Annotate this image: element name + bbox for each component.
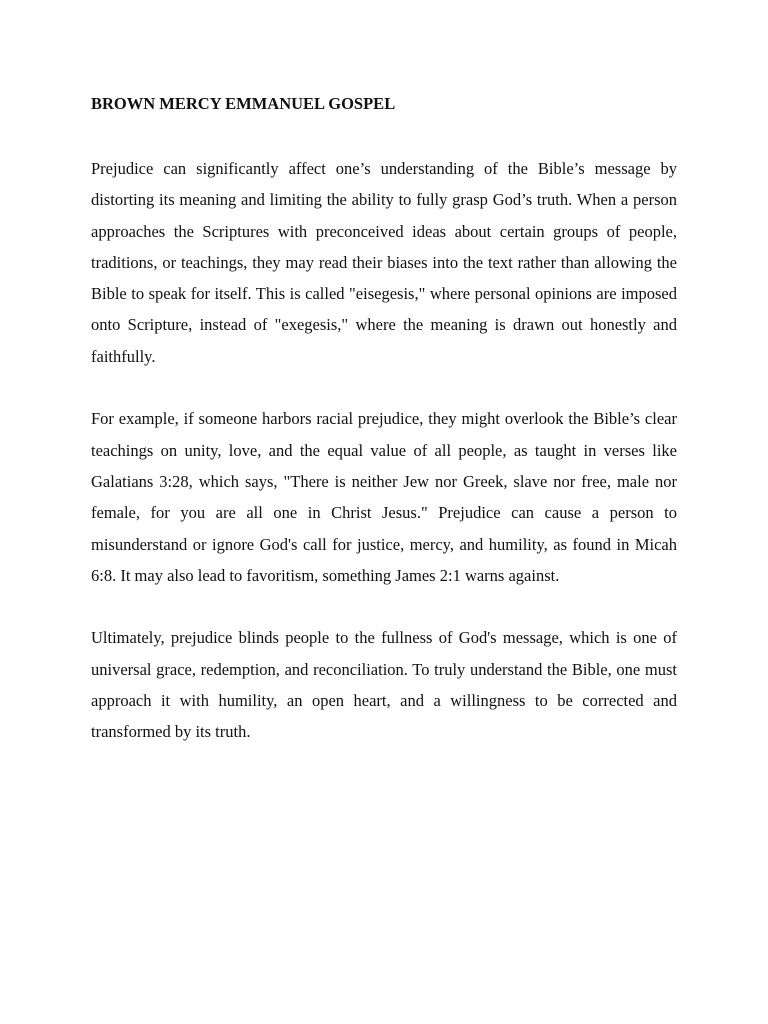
- document-page: [91, 92, 677, 779]
- paragraph-3: Ultimately, prejudice blinds people to the fullness of God's message, which is one of universal grace, redemption, and reconciliation. To truly understand the Bible, one must approach it with humility, an open heart, and a willingness to be corrected and transformed by its truth.: [91, 628, 677, 742]
- paragraph-2: For example, if someone harbors racial prejudice, they might overlook the Bible’s clear teachings on unity, love, and the equal value of all people, as taught in verses like Galatians 3:28, which says, "There is neither Jew nor Greek, slave nor free, male nor female, for you are all one in Christ Jesus." Prejudice can cause a person to misunderstand or ignore God's call for justice, mercy, and humility, as found in Micah 6:8. It may also lead to favoritism, something James 2:1 warns against.: [91, 409, 677, 585]
- paragraph-1: Prejudice can significantly affect one’s understanding of the Bible’s message by distorting its meaning and limiting the ability to fully grasp God’s truth. When a person approaches the Scriptures with preconceived ideas about certain groups of people, traditions, or teachings, they may read their biases into the text rather than allowing the Bible to speak for itself. This is called "eisegesis," where personal opinions are imposed onto Scripture, instead of "exegesis," where the meaning is drawn out honestly and faithfully.: [91, 159, 677, 366]
- document-title: BROWN MERCY EMMANUEL GOSPEL: [91, 94, 396, 113]
